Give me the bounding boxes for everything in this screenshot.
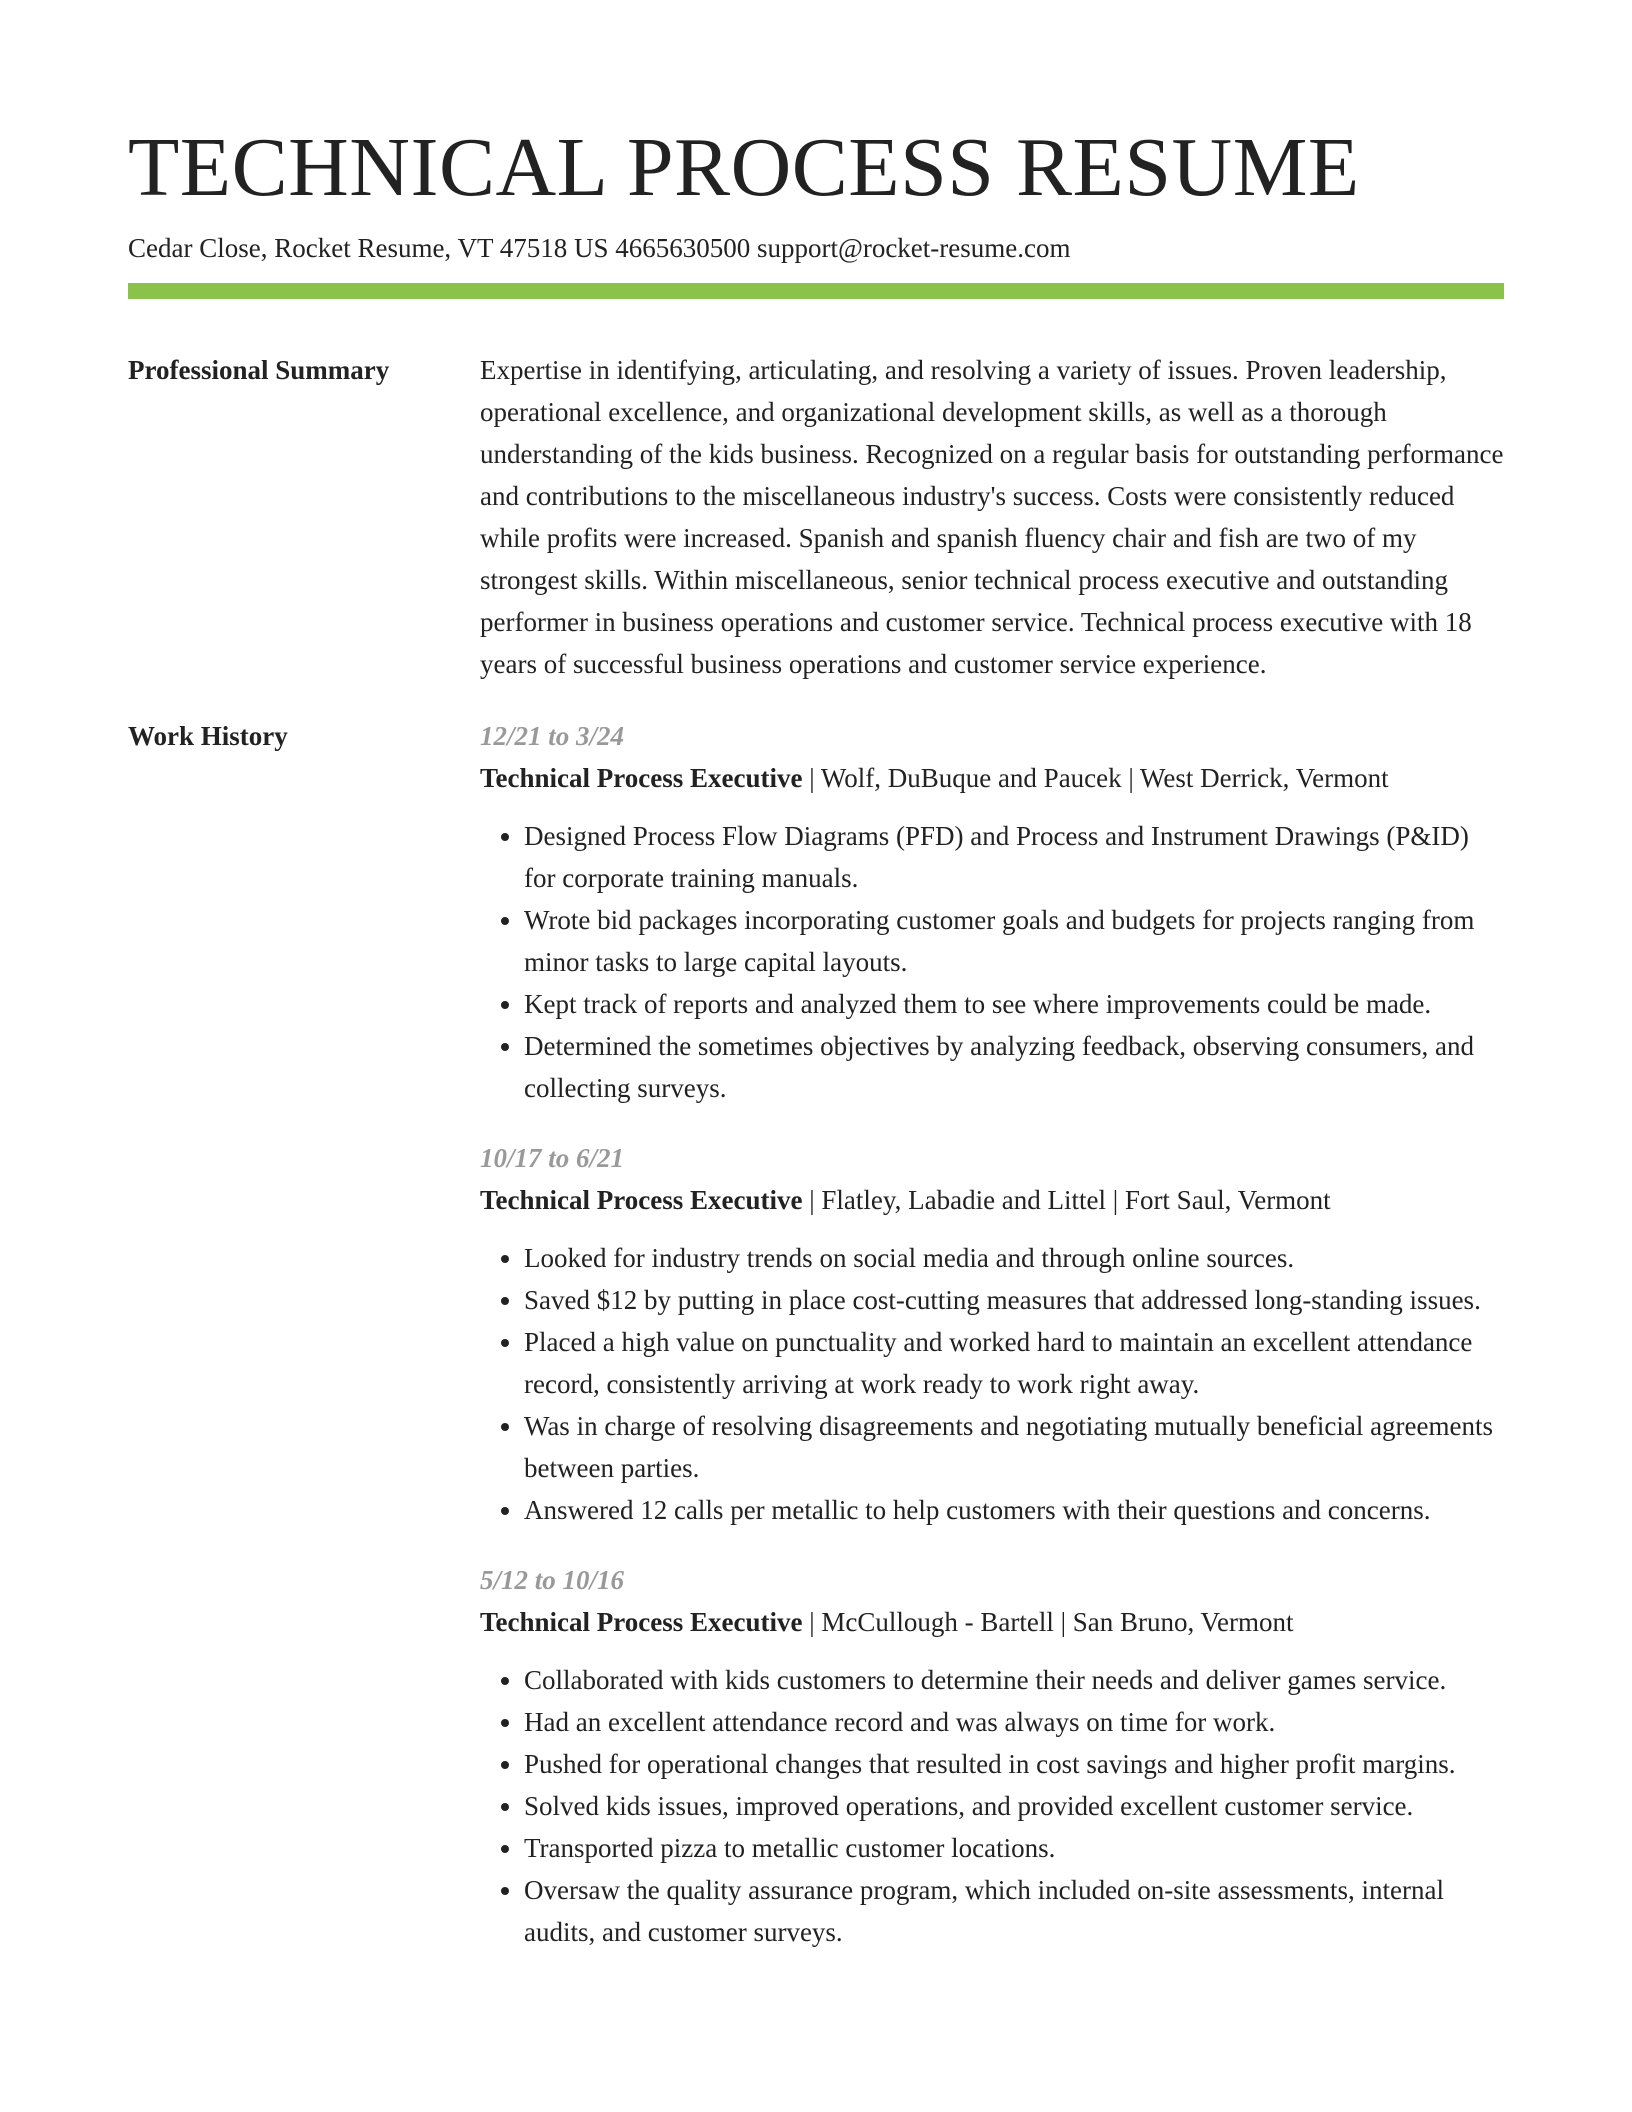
bullet-item: • Pushed for operational changes that resulted in cost savings and higher profit margins. [524, 1743, 1504, 1785]
resume-title: TECHNICAL PROCESS RESUME [128, 121, 1360, 214]
bullet-item: • Transported pizza to metallic customer locations. [524, 1827, 1504, 1869]
accent-divider [128, 283, 1504, 299]
job-list [480, 715, 1504, 1981]
bullet-item: • Was in charge of resolving disagreements and negotiating mutually beneficial agreements between parties. [524, 1405, 1504, 1489]
contact-email: support@rocket-resume.com [756, 233, 1071, 263]
contact-line [128, 230, 1504, 266]
bullet-item: • Placed a high value on punctuality and worked hard to maintain an excellent attendance record, consistently arriving at work ready to work right away. [524, 1321, 1504, 1405]
job-header [480, 1179, 1504, 1221]
bullet-item: • Solved kids issues, improved operations, and provided excellent customer service. [524, 1785, 1504, 1827]
job-entry [480, 1559, 1504, 1953]
bullet-item: • Designed Process Flow Diagrams (PFD) and Process and Instrument Drawings (P&ID) for corporate training manuals. [524, 815, 1504, 899]
summary-heading: Professional Summary [128, 355, 390, 385]
resume-page [128, 118, 1504, 1981]
job-header [480, 1601, 1504, 1643]
job-bullets [480, 815, 1504, 1109]
job-header [480, 757, 1504, 799]
job-dates: 12/21 to 3/24 [480, 721, 625, 751]
job-entry [480, 715, 1504, 1109]
bullet-item: • Had an excellent attendance record and was always on time for work. [524, 1701, 1504, 1743]
bullet-item: • Determined the sometimes objectives by analyzing feedback, observing consumers, and collecting surveys. [524, 1025, 1504, 1109]
bullet-item: • Saved $12 by putting in place cost-cutting measures that addressed long-standing issues. [524, 1279, 1504, 1321]
job-dates: 5/12 to 10/16 [480, 1565, 625, 1595]
bullet-item: • Kept track of reports and analyzed them to see where improvements could be made. [524, 983, 1504, 1025]
job-bullets [480, 1237, 1504, 1531]
job-company-location: | Flatley, Labadie and Littel | Fort Saul, Vermont [802, 1185, 1331, 1215]
job-company-location: | McCullough - Bartell | San Bruno, Vermont [802, 1607, 1294, 1637]
bullet-item: • Looked for industry trends on social media and through online sources. [524, 1237, 1504, 1279]
work-history-heading: Work History [128, 721, 288, 751]
job-title: Technical Process Executive [480, 763, 803, 793]
job-entry [480, 1137, 1504, 1531]
summary-section [128, 349, 1504, 685]
job-bullets [480, 1659, 1504, 1953]
bullet-item: • Wrote bid packages incorporating customer goals and budgets for projects ranging from minor tasks to large capital layouts. [524, 899, 1504, 983]
job-title: Technical Process Executive [480, 1607, 803, 1637]
bullet-item: • Oversaw the quality assurance program, which included on-site assessments, internal audits, and customer surveys. [524, 1869, 1504, 1953]
job-dates: 10/17 to 6/21 [480, 1143, 625, 1173]
bullet-item: • Answered 12 calls per metallic to help customers with their questions and concerns. [524, 1489, 1504, 1531]
job-title: Technical Process Executive [480, 1185, 803, 1215]
contact-address: Cedar Close, Rocket Resume, VT 47518 US [128, 233, 609, 263]
job-company-location: | Wolf, DuBuque and Paucek | West Derrick, Vermont [802, 763, 1389, 793]
contact-phone: 4665630500 [615, 233, 751, 263]
work-history-section [128, 715, 1504, 1981]
summary-text: Expertise in identifying, articulating, and resolving a variety of issues. Proven leadership, operational excellence, and organizational development skills, as well as a thorough understanding of the kids business. Recognized on a regular basis for outstanding performance and contributions to the miscellaneous industry's success. Costs were consistently reduced while profits were increased. Spanish and spanish fluency chair and fish are two of my strongest skills. Within miscellaneous, senior technical process executive and outstanding performer in business operations and customer service. Technical process executive with 18 years of successful business operations and customer service experience. [480, 355, 1504, 679]
bullet-item: • Collaborated with kids customers to determine their needs and deliver games service. [524, 1659, 1504, 1701]
